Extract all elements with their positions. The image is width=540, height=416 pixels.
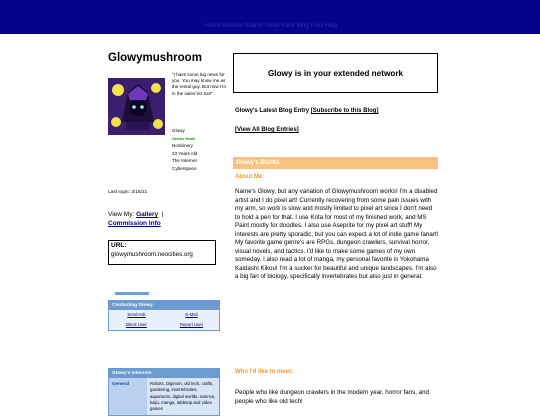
interests-general-label: General [109,378,147,415]
avatar-image [108,78,165,135]
report-user-link[interactable]: Report User [179,322,204,327]
location-line-1: The Internet [172,158,197,163]
interests-row-general [109,378,219,415]
view-my-label: View My: [108,211,135,218]
block-user-link[interactable]: Block User [126,322,147,327]
age: 23 Years old [172,150,198,156]
url-value[interactable]: glowymushroom.neocities.org [111,251,193,258]
profile-name: Glowymushroom [108,52,202,64]
about-me-text: Name's Glowy, but any variation of Glowymushroom works! I'm a disabled artist and I do pixel art! Currently recovering from some pain issues with my arm, so work is slow and mostly limited to pixel art since I don't need to hold a pen for that. I use Krita for most of my finished work, and MS Paint mostly for doodles. I also use Aseprite for my pixel art stuff! My interests are pretty sporadic, but you can expect a lot of indie game fanart! My favorite game genre's are RPGs, dungeon crawlers, survival horror, visual novels, and tactics. I'd like to make some games of my own someday. I also read a lot of manga, my personal favorite is Yokohama Kaidashi Kikou! I'm a sucker for beautiful and unique landscapes. I'm also a big fan of biology, specifically invertebrates but also just in general. [235,188,439,280]
blog-prefix: Glowy's Latest Blog Entry [235,108,310,114]
like-to-meet-text: People who like dungeon crawlers in the modern year, horror fans, and people who like old tech! [235,389,429,405]
nav-links-faint[interactable]: Home Browse Search Invite Rank Blog Favs Help [205,23,338,29]
contact-title: Contacting Glowy [109,301,219,310]
small-blue-bar [115,292,149,295]
top-banner [0,0,540,34]
gender: Nonbinary [172,143,193,148]
online-status [172,135,197,143]
last-login: Last login: 3/15/21 [108,190,148,195]
view-all-blog-link[interactable]: [View All Blog Entries] [235,127,299,133]
like-to-meet-label: Who I'd like to meet: [235,369,294,375]
subscribe-link[interactable]: [Subscribe to this Blog] [310,108,379,114]
email-link[interactable]: E-Mail [185,312,198,317]
avatar[interactable] [108,78,165,135]
gallery-link[interactable]: Gallery [136,211,159,218]
interests-general-value: Robots, Digimon, old tech, crafts, gardening, invertebrates, aquariums, digital worlds, science, kaiju, manga, tabletop and video games [147,378,219,415]
send-ask-link[interactable]: Send Ask [127,312,146,317]
extended-network-box: Glowy is in your extended network [233,53,438,93]
location-line-2: Cyberspace [172,165,197,171]
left-column [108,52,226,412]
profile-quote: "I have some big news for you. You may know me as the rental guy. But now I'm in the sales biz too!" [172,72,226,96]
blog-line [235,108,378,114]
url-label: URL: [111,242,127,249]
commission-info-link[interactable]: Commission Info [108,220,161,227]
contact-box [108,300,220,331]
separator: | [159,211,164,218]
about-me-label: About Me: [235,174,265,180]
url-box [108,240,216,265]
online-badge: Online Now! [172,135,196,141]
profile-details [172,127,197,172]
view-my [108,210,163,228]
contact-links [109,310,219,330]
display-name: Glowy [172,128,185,133]
interests-box [108,368,220,416]
blurbs-header: Glowy's Blurbs [233,157,438,169]
interests-title: Glowy's Interests [109,369,219,378]
